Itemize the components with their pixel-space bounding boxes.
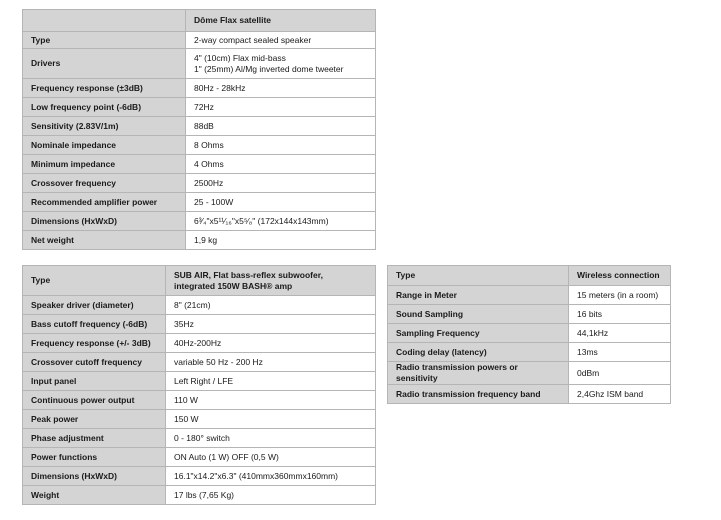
spec-label: Radio transmission powers or sensitivity xyxy=(388,362,569,385)
spec-label: Bass cutoff frequency (-6dB) xyxy=(23,315,166,334)
header-value: Wireless connection xyxy=(569,266,671,286)
table-row xyxy=(23,98,376,117)
spec-label: Minimum impedance xyxy=(23,155,186,174)
spec-label: Net weight xyxy=(23,231,186,250)
spec-value: 88dB xyxy=(186,117,376,136)
header-value-line: SUB AIR, Flat bass-reflex subwoofer, xyxy=(174,269,323,280)
spec-value: 72Hz xyxy=(186,98,376,117)
table-row xyxy=(23,117,376,136)
spec-label: Frequency response (+/- 3dB) xyxy=(23,334,166,353)
table-row xyxy=(388,343,671,362)
spec-value: 0 - 180° switch xyxy=(166,429,376,448)
spec-label: Speaker driver (diameter) xyxy=(23,296,166,315)
spec-label: Sensitivity (2.83V/1m) xyxy=(23,117,186,136)
spec-value: 4 Ohms xyxy=(186,155,376,174)
spec-value xyxy=(186,49,376,79)
table-row xyxy=(23,174,376,193)
table-row xyxy=(23,448,376,467)
spec-value: 0dBm xyxy=(569,362,671,385)
spec-value: 1,9 kg xyxy=(186,231,376,250)
spec-label: Peak power xyxy=(23,410,166,429)
table-row xyxy=(23,136,376,155)
table-row xyxy=(388,286,671,305)
spec-label: Range in Meter xyxy=(388,286,569,305)
spec-value-line: 1" (25mm) Al/Mg inverted dome tweeter xyxy=(194,63,344,74)
spec-label: Dimensions (HxWxD) xyxy=(23,212,186,231)
table-row xyxy=(23,467,376,486)
spec-value: 40Hz-200Hz xyxy=(166,334,376,353)
table-row xyxy=(388,324,671,343)
header-value xyxy=(166,266,376,296)
spec-value: 2-way compact sealed speaker xyxy=(186,32,376,49)
header-value-line: integrated 150W BASH® amp xyxy=(174,280,293,291)
spec-label: Frequency response (±3dB) xyxy=(23,79,186,98)
table-header-row xyxy=(23,266,376,296)
table-row xyxy=(23,32,376,49)
spec-label: Dimensions (HxWxD) xyxy=(23,467,166,486)
header-label: Type xyxy=(388,266,569,286)
table-row xyxy=(23,486,376,505)
table-row xyxy=(23,296,376,315)
table-row xyxy=(23,49,376,79)
table-header-row xyxy=(23,10,376,32)
header-label: Type xyxy=(23,266,166,296)
spec-value: 25 - 100W xyxy=(186,193,376,212)
spec-value: 17 lbs (7,65 Kg) xyxy=(166,486,376,505)
spec-label: Recommended amplifier power xyxy=(23,193,186,212)
spec-label: Coding delay (latency) xyxy=(388,343,569,362)
table-row xyxy=(388,305,671,324)
spec-value: 8 Ohms xyxy=(186,136,376,155)
table-row xyxy=(388,385,671,404)
spec-label: Continuous power output xyxy=(23,391,166,410)
header-value: Dôme Flax satellite xyxy=(186,10,376,32)
spec-value: 80Hz - 28kHz xyxy=(186,79,376,98)
spec-value: 35Hz xyxy=(166,315,376,334)
table-row xyxy=(23,79,376,98)
wireless-specs-table xyxy=(387,265,671,404)
spec-label: Radio transmission frequency band xyxy=(388,385,569,404)
spec-value: Left Right / LFE xyxy=(166,372,376,391)
table-row xyxy=(23,391,376,410)
spec-value: 6³⁄₄"x5¹¹⁄₁₆"x5⁵⁄₈" (172x144x143mm) xyxy=(186,212,376,231)
spec-label: Low frequency point (-6dB) xyxy=(23,98,186,117)
spec-label: Nominale impedance xyxy=(23,136,186,155)
table-row xyxy=(23,410,376,429)
table-row xyxy=(23,315,376,334)
spec-value: 110 W xyxy=(166,391,376,410)
spec-label: Sampling Frequency xyxy=(388,324,569,343)
spec-label: Crossover frequency xyxy=(23,174,186,193)
spec-label: Drivers xyxy=(23,49,186,79)
table-row xyxy=(23,212,376,231)
table-row xyxy=(388,362,671,385)
spec-label: Input panel xyxy=(23,372,166,391)
spec-label: Sound Sampling xyxy=(388,305,569,324)
table-row xyxy=(23,353,376,372)
spec-value: 2500Hz xyxy=(186,174,376,193)
spec-value: 16.1"x14.2"x6.3" (410mmx360mmx160mm) xyxy=(166,467,376,486)
spec-value: ON Auto (1 W) OFF (0,5 W) xyxy=(166,448,376,467)
spec-value: 15 meters (in a room) xyxy=(569,286,671,305)
table-row xyxy=(23,155,376,174)
spec-value: 44,1kHz xyxy=(569,324,671,343)
spec-value: 13ms xyxy=(569,343,671,362)
table-row xyxy=(23,429,376,448)
spec-value: 150 W xyxy=(166,410,376,429)
table-header-row xyxy=(388,266,671,286)
subwoofer-specs-table xyxy=(22,265,376,505)
spec-label: Type xyxy=(23,32,186,49)
table-row xyxy=(23,334,376,353)
table-row xyxy=(23,193,376,212)
table-row xyxy=(23,231,376,250)
spec-value: 8" (21cm) xyxy=(166,296,376,315)
dome-flax-specs-table xyxy=(22,9,376,250)
spec-label: Phase adjustment xyxy=(23,429,166,448)
header-label xyxy=(23,10,186,32)
spec-value: variable 50 Hz - 200 Hz xyxy=(166,353,376,372)
spec-label: Crossover cutoff frequency xyxy=(23,353,166,372)
spec-value: 16 bits xyxy=(569,305,671,324)
spec-label: Weight xyxy=(23,486,166,505)
table-row xyxy=(23,372,376,391)
spec-value-line: 4" (10cm) Flax mid-bass xyxy=(194,52,286,63)
spec-label: Power functions xyxy=(23,448,166,467)
spec-value: 2,4Ghz ISM band xyxy=(569,385,671,404)
